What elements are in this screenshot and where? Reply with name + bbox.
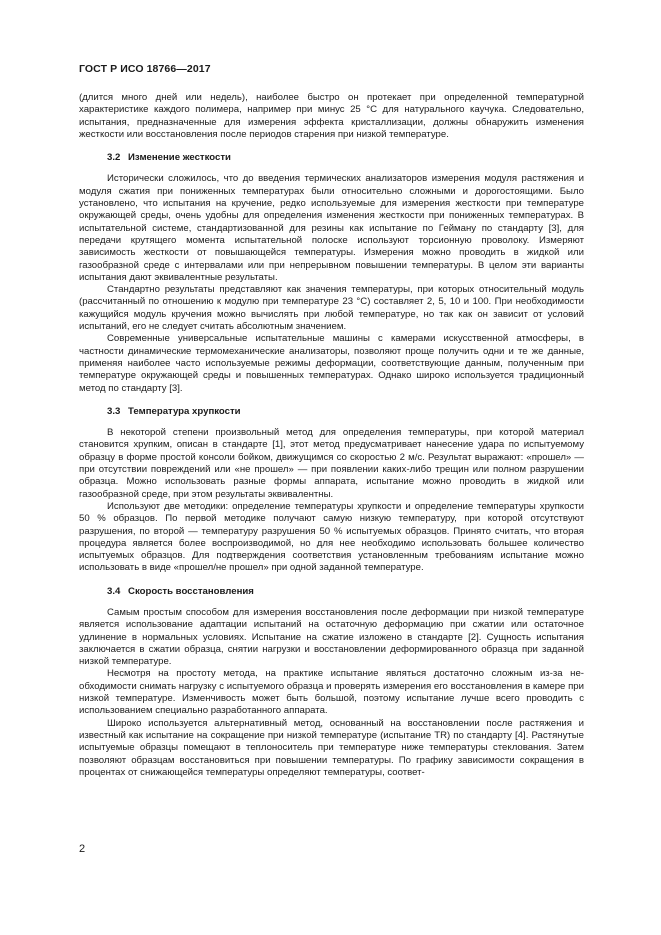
document-header: ГОСТ Р ИСО 18766—2017 xyxy=(79,63,211,75)
section-title: Изменение жесткости xyxy=(128,152,231,164)
section-heading-3-3 xyxy=(79,406,584,418)
paragraph: Самым простым способом для измерения восстановления после деформации при низкой температуре является использование адаптации испытаний на остаточную деформацию при сжатии или остаточное удлинение в нормальных условиях. Испытание на сжатие изложено в стандарте [2]. Сущность испытания заключается в сжатии образца, снятии нагрузки и восстановлении деформированного образца при заданной низкой температуре. xyxy=(79,606,584,668)
paragraph: Стандартно результаты представляют как значения температуры, при которых относительный модуль (рассчитанный по отношению к модулю при температуре 23 °С) составляет 2, 5, 10 и 100. При необходимости кажущийся модуль кручения можно вычислять при любой температуре, но так как он зависит от условий испытаний, его не следует считать абсолютным значением. xyxy=(79,284,584,333)
page-number: 2 xyxy=(79,843,86,855)
document-body xyxy=(79,92,584,779)
paragraph: Исторически сложилось, что до введения термических анализаторов измерения модуля растяжения и модуля сжатия при пониженных температурах были относительно сложными и дорогостоящими. Было установлено, что испытания на кручение, редко используемые для измерения жесткости при температуре окружающей среды, очень удобны для определения изменения жесткости при пониженных температурах. В испытательной системе, стандартизованной для резины как испытание по Гейману по стандарту [3], для передачи крутящего момента испытательной полоске используют торсионную проволоку. Измеряют зависимость жесткости от повышающейся температуры. Измерения можно проводить в жидкой или газообразной среде с интервалами или при непрерывном повышении температуры. В целом эти варианты испытания дают эквивалентные результаты. xyxy=(79,173,584,283)
section-number: 3.4 xyxy=(107,585,121,597)
section-heading-3-2 xyxy=(79,152,584,164)
intro-paragraph: (длится много дней или недель), наиболее быстро он протекает при определенной температурной характеристике каждого полимера, например при минус 25 °С для натурального каучука. Следовательно, испытания, предназначенные для измерения эффекта кристаллизации, должны обнаружить изменения жесткости или восстановления после периодов старения при низкой температуре. xyxy=(79,92,584,140)
section-title: Температура хрупкости xyxy=(128,405,241,417)
section-heading-3-4 xyxy=(79,586,584,598)
paragraph: В некоторой степени произвольный метод для определения температуры, при которой материал становится хрупким, описан в стандарте [1], этот метод предусматривает нанесение удара по испытуемому образцу в форме простой консоли бойком, движущимся со скоростью 2 м/с. Результат выражают: «прошел» — при отсутствии повреждений или «не прошел» — при появлении каких-либо трещин или полном разрушении образца. Можно использовать разные формы аппарата, испытание можно проводить в жидкой или газообразной среде, при этом результаты эквивалентны. xyxy=(79,427,584,500)
section-number: 3.3 xyxy=(107,405,121,417)
paragraph: Широко используется альтернативный метод, основанный на восстановлении после растяжения и известный как испытание на сокращение при низкой температуре (испытание TR) по стандарту [4]. Растянутые испытуемые образцы помещают в теплоноситель при температуре ниже температуры стеклования. Затем позволяют образцам восстановиться при повышении температуры. По графику зависимости сокращения в процентах от снижающейся температуры определяют температуры, соответ- xyxy=(79,717,584,778)
section-number: 3.2 xyxy=(107,152,121,164)
paragraph: Несмотря на простоту метода, на практике испытание являться достаточно сложным из-за необходимости снимать нагрузку с испытуемого образца и проверять измерения его восстановления в камере при низкой температуре. Изменчивость может быть большой, поэтому испытание лучше всего проводить с использованием специально разработанного аппарата. xyxy=(79,668,584,717)
paragraph: Современные универсальные испытательные машины с камерами искусственной атмосферы, в частности динамические термомеханические анализаторы, позволяют проще получить одни и те же данные, применяя наиболее часто используемые режимы деформации, соответствующие данным, полученным при температуре окружающей среды и повышенных температурах. Однако широко используется традиционный метод по стандарту [3]. xyxy=(79,333,584,394)
section-title: Скорость восстановления xyxy=(128,585,254,597)
paragraph: Используют две методики: определение температуры хрупкости и определение температуры хрупкости 50 % образцов. По первой методике получают самую низкую температуру, при которой отсутствуют разрушения, по второй — температуру разрушения 50 % испытуемых образцов. Принято считать, что вторая процедура является более воспроизводимой, но для нее необходимо использовать большее количество испытуемых образцов. Для подтверждения соответствия установленным требованиям испытание можно использовать в виде «прошел/не прошел» при одной заданной температуре. xyxy=(79,500,584,574)
